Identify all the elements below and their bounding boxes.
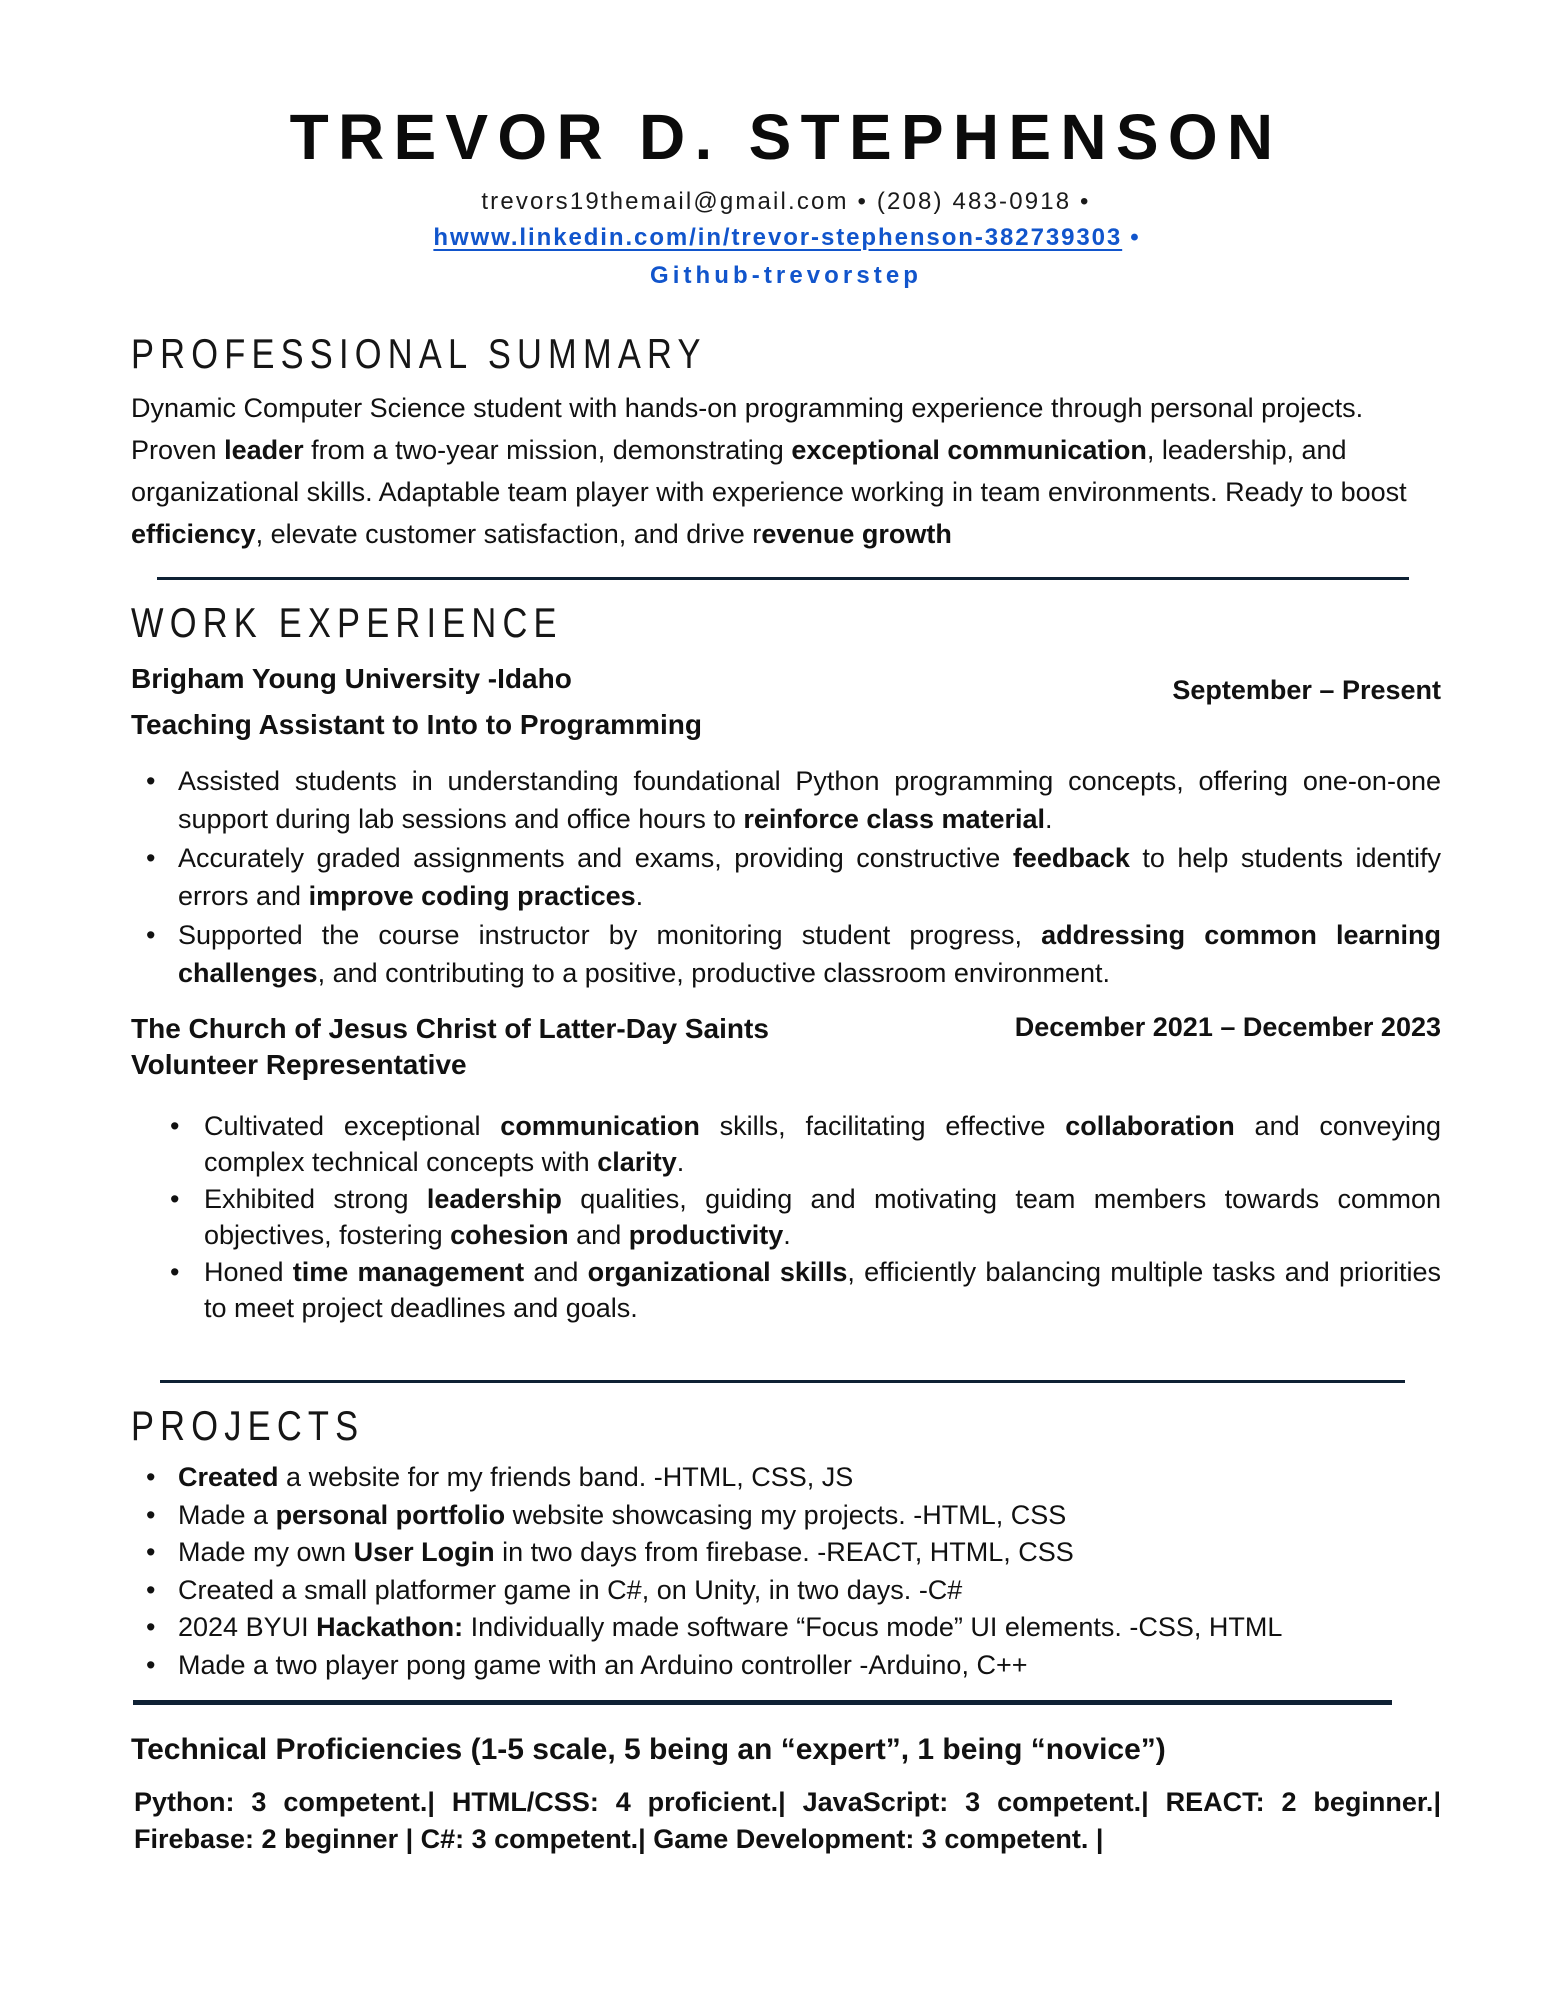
job-bullet: • Honed time management and organizational skills, efficiently balancing multiple tasks and priorities to meet project deadlines and goals. — [131, 1254, 1441, 1326]
job-title: Teaching Assistant to Into to Programming — [131, 709, 702, 741]
job-header-row — [131, 1012, 1441, 1046]
section-professional-summary — [131, 331, 1441, 555]
job-bullet: • Supported the course instructor by monitoring student progress, addressing common learning challenges, and contributing to a positive, productive classroom environment. — [131, 916, 1441, 992]
divider-before-projects — [160, 1380, 1405, 1383]
job-bullet: • Exhibited strong leadership qualities, guiding and motivating team members towards common objectives, fostering cohesion and productivity. — [131, 1181, 1441, 1253]
person-name: TREVOR D. STEPHENSON — [289, 101, 1283, 173]
section-projects — [131, 1403, 1441, 1683]
project-item: • Created a website for my friends band. -HTML, CSS, JS — [131, 1459, 1441, 1496]
job-bullet: • Accurately graded assignments and exams, providing constructive feedback to help students identify errors and improve coding practices. — [131, 839, 1441, 915]
project-item: • Made my own User Login in two days from firebase. -REACT, HTML, CSS — [131, 1534, 1441, 1571]
resume-header — [131, 102, 1441, 291]
projects-list — [131, 1459, 1441, 1683]
summary-paragraph: Dynamic Computer Science student with hands-on programming experience through personal projects. Proven leader from a two-year mission, demonstrating exceptional communication, leadership, and organizational skills. Adaptable team player with experience working in team environments. Ready to boost efficiency, elevate customer satisfaction, and drive revenue growth — [131, 392, 1407, 549]
projects-heading-text: PROJECTS — [131, 1402, 365, 1450]
project-item: • Made a two player pong game with an Arduino controller -Arduino, C++ — [131, 1647, 1441, 1684]
job-byui — [131, 662, 1441, 992]
job-header-row — [131, 662, 1441, 706]
divider-before-technical — [133, 1700, 1392, 1705]
job-church — [131, 1012, 1441, 1326]
company-name: Brigham Young University -Idaho — [131, 663, 572, 695]
work-experience-heading-text: WORK EXPERIENCE — [131, 598, 563, 646]
work-experience-heading — [131, 600, 1441, 646]
section-work-experience — [131, 600, 1441, 1326]
project-item: • Created a small platformer game in C#, on Unity, in two days. -C# — [131, 1572, 1441, 1609]
job-bullet: • Assisted students in understanding foundational Python programming concepts, offering one-on-one support during lab sessions and office hours to reinforce class material. — [131, 762, 1441, 838]
job-dates: September – Present — [1172, 675, 1441, 706]
professional-summary-heading-text: PROFESSIONAL SUMMARY — [131, 329, 707, 377]
job-bullet: • Cultivated exceptional communication skills, facilitating effective collaboration and conveying complex technical concepts with clarity. — [131, 1108, 1441, 1180]
projects-heading — [131, 1403, 1441, 1449]
job-dates: December 2021 – December 2023 — [1014, 1012, 1441, 1043]
divider-after-summary — [157, 577, 1409, 580]
github-link[interactable]: Github-trevorstep — [649, 261, 923, 289]
project-item: • 2024 BYUI Hackathon: Individually made software “Focus mode” UI elements. -CSS, HTML — [131, 1609, 1441, 1646]
technical-proficiencies-body: Python: 3 competent.| HTML/CSS: 4 proficient.| JavaScript: 3 competent.| REACT: 2 beginner.| Firebase: 2 beginner | C#: 3 competent.| Game Development: 3 competent. | — [134, 1786, 1441, 1854]
linkedin-link[interactable]: hwww.linkedin.com/in/trevor-stephenson-382739303 — [433, 224, 1123, 252]
bullet-separator: • — [1130, 224, 1139, 252]
linkedin-row — [131, 224, 1441, 253]
company-name: The Church of Jesus Christ of Latter-Day Saints — [131, 1013, 769, 1045]
job-title: Volunteer Representative — [131, 1049, 467, 1081]
project-item: • Made a personal portfolio website showcasing my projects. -HTML, CSS — [131, 1497, 1441, 1534]
job-bullet-list — [131, 1108, 1441, 1326]
job-bullet-list — [131, 762, 1441, 992]
technical-proficiencies-heading: Technical Proficiencies (1-5 scale, 5 being an “expert”, 1 being “novice”) — [131, 1733, 1166, 1767]
professional-summary-heading — [131, 331, 1441, 377]
section-technical-proficiencies — [131, 1733, 1441, 1858]
contact-line: trevors19themail@gmail.com • (208) 483-0918 • — [481, 188, 1091, 216]
